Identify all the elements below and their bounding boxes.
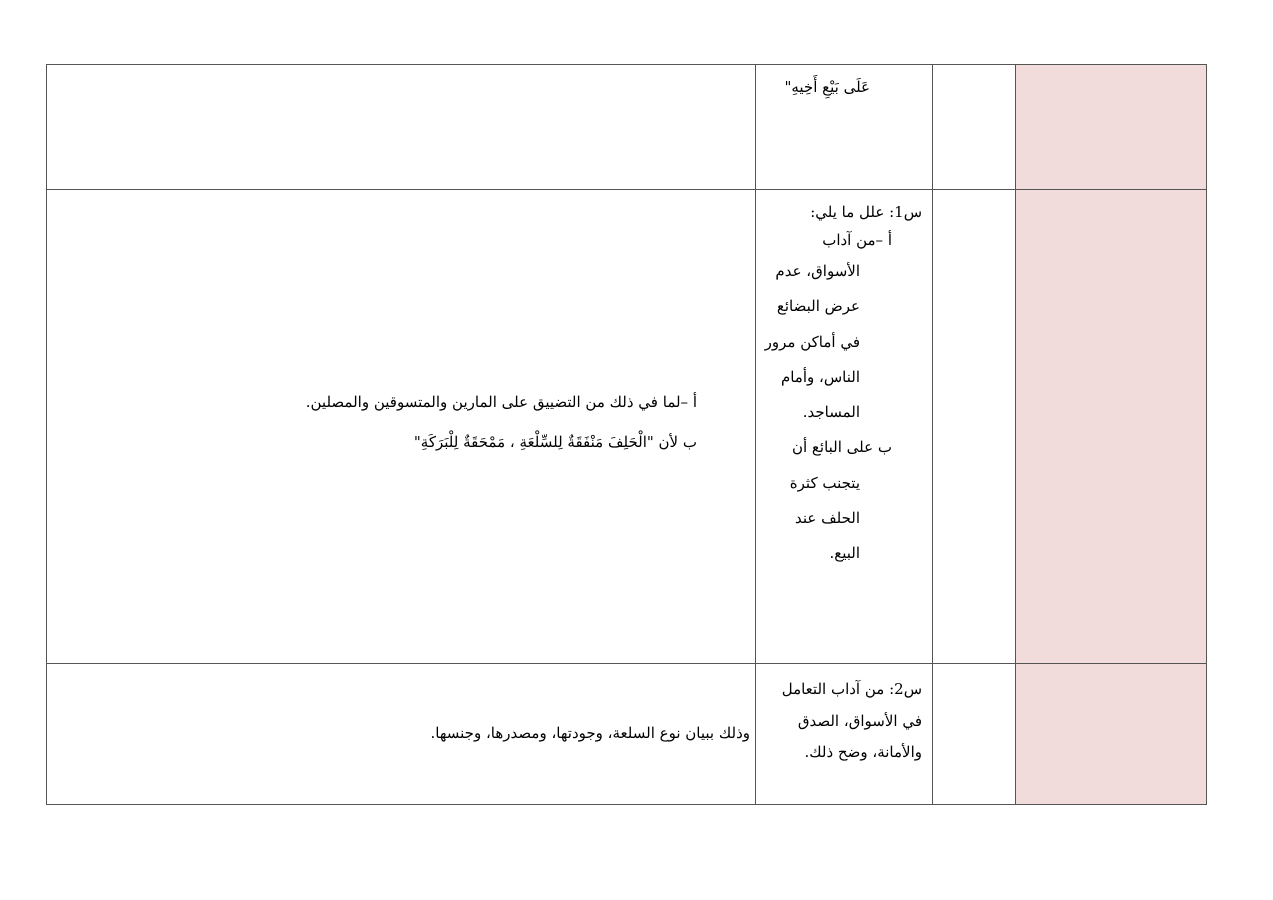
answer-line: أ –لما في ذلك من التضييق على المارين والمتسوقين والمصلين.	[305, 393, 697, 411]
shaded-cell	[1016, 664, 1207, 805]
question-line: في الأسواق، الصدق	[797, 711, 922, 730]
question-line: الناس، وأمام	[780, 367, 860, 386]
answer-line: وذلك ببيان نوع السلعة، وجودتها، ومصدرها، وجنسها.	[430, 724, 750, 743]
lesson-table	[46, 64, 1207, 805]
question-line: ب على البائع أن	[791, 438, 892, 457]
blank-cell	[933, 65, 1016, 190]
table-row	[47, 664, 1207, 805]
question-heading: س1: علل ما يلي:	[810, 203, 922, 221]
question-line: في أماكن مرور	[764, 332, 860, 351]
question-cell	[756, 664, 933, 805]
question-line: عرض البضائع	[776, 297, 860, 316]
question-line: البيع.	[829, 544, 860, 562]
shaded-cell	[1016, 65, 1207, 190]
question-line: والأمانة، وضح ذلك.	[804, 743, 922, 761]
question-line: يتجنب كثرة	[789, 473, 860, 492]
answer-cell	[47, 190, 756, 664]
table-row	[47, 190, 1207, 664]
answer-line: ب لأن "الْحَلِفَ مَنْفَقَةٌ لِلسِّلْعَةِ ، مَمْحَقَةٌ لِلْبَرَكَةِ"	[413, 432, 697, 451]
question-line: الحلف عند	[794, 508, 860, 527]
question-line: المساجد.	[802, 403, 860, 421]
question-line: أ –من آداب	[822, 230, 892, 249]
question-line: الأسواق، عدم	[775, 262, 860, 280]
question-cell	[756, 65, 933, 190]
blank-cell	[933, 190, 1016, 664]
shaded-cell	[1016, 190, 1207, 664]
answer-cell	[47, 65, 756, 190]
question-cell	[756, 190, 933, 664]
blank-cell	[933, 664, 1016, 805]
table-row	[47, 65, 1207, 190]
answer-cell	[47, 664, 756, 805]
question-line: س2: من آداب التعامل	[781, 680, 922, 698]
question-line: عَلَى بَيْعِ أَخِيهِ"	[784, 78, 870, 96]
